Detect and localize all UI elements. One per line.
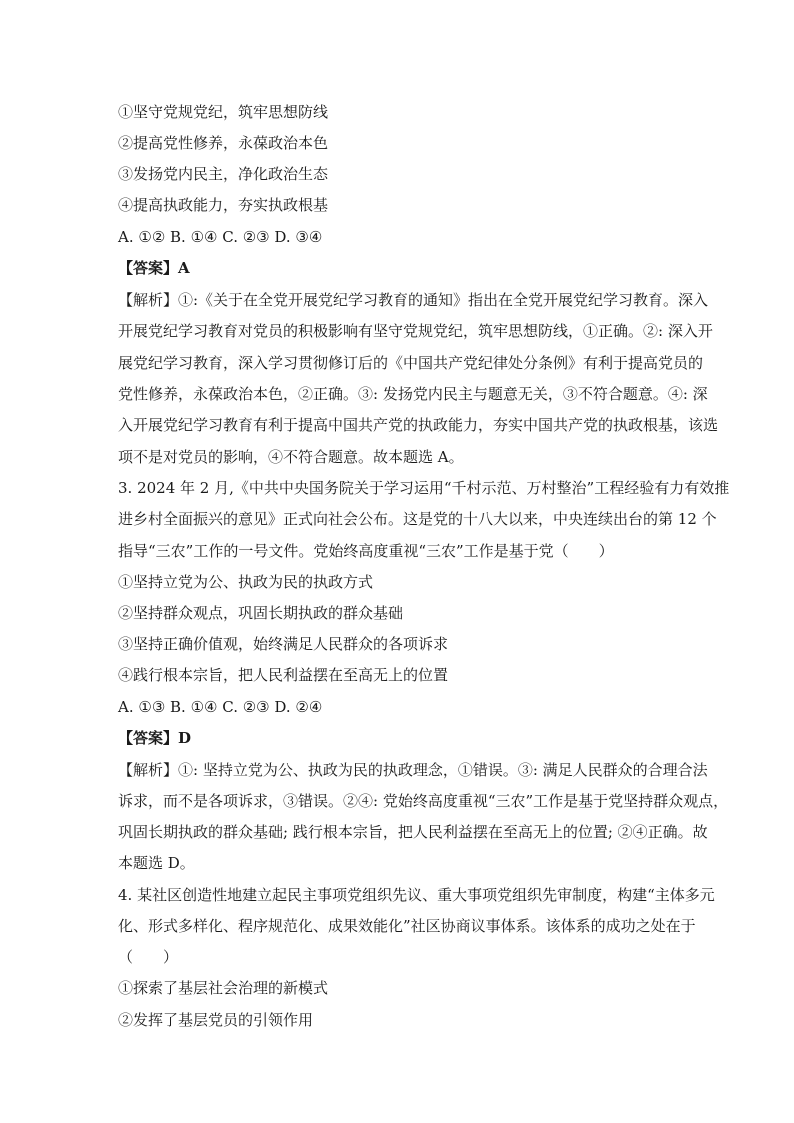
analysis-line: 入开展党纪学习教育有利于提高中国共产党的执政能力，夯实中国共产党的执政根基，该选 <box>118 416 719 434</box>
analysis-line: 展党纪学习教育，深入学习贯彻修订后的《中国共产党纪律处分条例》有利于提高党员的 <box>118 354 704 372</box>
analysis-line: 本题选 D。 <box>118 854 195 872</box>
question-line: 化、形式多样化、程序规范化、成果效能化”社区协商议事体系。该体系的成功之处在于 <box>118 917 696 935</box>
analysis-line: 开展党纪学习教育对党员的积极影响有坚守党规党纪，筑牢思想防线，①正确。②: 深入开 <box>118 322 713 340</box>
answer-line: 【答案】D <box>118 729 192 747</box>
question-line: 指导“三农”工作的一号文件。党始终高度重视“三农”工作是基于党（ ） <box>118 542 614 560</box>
answer-line: 【答案】A <box>118 259 190 277</box>
analysis-line: 党性修养，永葆政治本色，②正确。③: 发扬党内民主与题意无关，③不符合题意。④: 深 <box>118 385 708 403</box>
option-line: ②坚持群众观点，巩固长期执政的群众基础 <box>118 604 404 622</box>
choices-line: A. ①③ B. ①④ C. ②③ D. ②④ <box>118 698 323 716</box>
choices-line: A. ①② B. ①④ C. ②③ D. ③④ <box>118 228 323 246</box>
question-line: 3. 2024 年 2 月,《中共中央国务院关于学习运用“千村示范、万村整治”工程经验有力有效推 <box>118 479 730 497</box>
option-line: ①坚持立党为公、执政为民的执政方式 <box>118 573 374 591</box>
question-line: （ ） <box>118 948 179 966</box>
question-line: 进乡村全面振兴的意见》正式向社会公布。这是党的十八大以来，中央连续出台的第 12 个 <box>118 510 717 528</box>
analysis-line: 巩固长期执政的群众基础; 践行根本宗旨，把人民利益摆在至高无上的位置; ②④正确。故 <box>118 823 708 841</box>
analysis-line: 项不是对党员的影响，④不符合题意。故本题选 A。 <box>118 448 464 466</box>
analysis-line: 诉求，而不是各项诉求，③错误。②④: 党始终高度重视“三农”工作是基于党坚持群众观点， <box>118 792 729 810</box>
option-line: ②提高党性修养，永葆政治本色 <box>118 134 329 152</box>
option-line: ④践行根本宗旨，把人民利益摆在至高无上的位置 <box>118 666 449 684</box>
analysis-line: 【解析】①:《关于在全党开展党纪学习教育的通知》指出在全党开展党纪学习教育。深入 <box>118 291 709 309</box>
option-line: ③坚持正确价值观，始终满足人民群众的各项诉求 <box>118 635 449 653</box>
option-line: ④提高执政能力，夯实执政根基 <box>118 196 329 214</box>
option-line: ①探索了基层社会治理的新模式 <box>118 979 329 997</box>
option-line: ③发扬党内民主，净化政治生态 <box>118 165 329 183</box>
analysis-line: 【解析】①: 坚持立党为公、执政为民的执政理念，①错误。③: 满足人民群众的合理合法 <box>118 761 708 779</box>
option-line: ②发挥了基层党员的引领作用 <box>118 1011 314 1029</box>
question-line: 4. 某社区创造性地建立起民主事项党组织先议、重大事项党组织先审制度，构建“主体多元 <box>118 886 715 904</box>
option-line: ①坚守党规党纪，筑牢思想防线 <box>118 103 329 121</box>
